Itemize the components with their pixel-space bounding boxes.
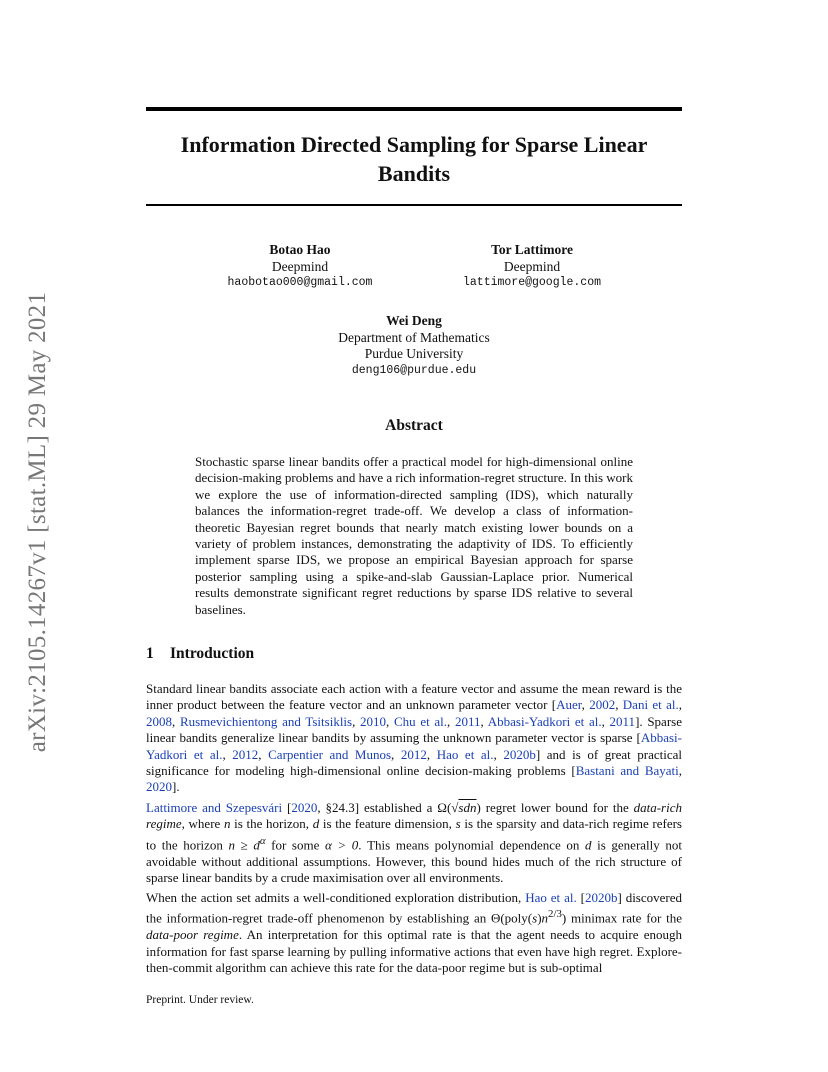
citation-link[interactable]: Hao et al. — [525, 890, 577, 905]
text-span: , §24.3] established a Ω( — [317, 800, 452, 815]
author-block-2 — [432, 242, 632, 292]
text-span: Standard linear bandits associate each action with a feature vector and assume the mean reward is the inner product between the feature vector and an unknown parameter vector [ — [146, 681, 682, 713]
citation-link[interactable]: 2020 — [291, 800, 318, 815]
author-department: Department of Mathematics — [338, 329, 490, 345]
text-span: is the sparsity and data-rich regime refers to the horizon — [146, 816, 682, 853]
text-span: , — [615, 697, 623, 713]
citation-link[interactable]: 2012 — [232, 746, 259, 762]
intro-paragraph-2: Lattimore and Szepesvári [2020, §24.3] established a Ω(√sdn) regret lower bound for the data-rich regime, where n is the horizon, d is the feature dimension, s is the sparsity and data-rich regime refers to the horizon $n \ge d^\alpha$ for some α > 0. This means polynomial dependence on d is generally not avoidable without additional assumptions. However, this bound hides much of the rich structure of sparse linear bandits by a crude maximisation over all environments. — [146, 800, 682, 885]
intro-paragraph-3 — [146, 890, 682, 976]
citation-link[interactable]: Rusmevichientong and Tsitsiklis — [179, 713, 353, 729]
citation-link[interactable]: Lattimore and Szepesvári — [146, 800, 283, 815]
text-span: [ — [576, 890, 585, 905]
text-span: , — [258, 746, 269, 762]
math-sup: 2/3 — [548, 908, 562, 921]
emphasis: data-poor regime — [146, 927, 239, 943]
citation-link[interactable]: 2020b — [584, 890, 618, 905]
citation-link[interactable]: Hao et al. — [436, 746, 494, 762]
text-span: ) — [537, 910, 542, 926]
arxiv-stamp: arXiv:2105.14267v1 [stat.ML] 29 May 2021 — [24, 291, 51, 753]
title-top-rule — [146, 107, 682, 111]
citation-link[interactable]: Abbasi-Yadkori et al. — [487, 713, 602, 729]
text-span: , — [391, 746, 401, 762]
author-email[interactable]: lattimore@google.com — [462, 276, 602, 289]
math-var: s — [532, 910, 538, 926]
text-span: , — [678, 697, 682, 713]
section-heading — [146, 645, 254, 663]
citation-link[interactable]: Carpentier and Munos — [268, 746, 392, 762]
citation-link[interactable]: 2020 — [146, 779, 172, 795]
author-email[interactable]: deng106@purdue.edu — [351, 363, 477, 377]
text-span: is the horizon, — [230, 816, 313, 832]
author-university: Purdue University — [364, 346, 464, 361]
author-affiliation: Deepmind — [271, 258, 329, 274]
text-span: ]. Sparse linear bandits generalize linear bandits by assuming the unknown parameter vector is sparse [ — [146, 713, 682, 746]
math-expr: n ≥ d — [228, 837, 260, 853]
text-span: , — [426, 746, 437, 762]
citation-link[interactable]: 2008 — [146, 713, 172, 729]
citation-link[interactable]: Chu et al. — [393, 713, 448, 729]
text-span: . An interpretation for this optimal rate is that the agent needs to acquire enough information for fast sparse learning by pulling informative actions that even have high regret. Explore-then-commit algorithm can achieve this rate for the data-poor regime but is sub-optimal — [146, 927, 682, 975]
title-line-2: Bandits — [377, 161, 451, 186]
text-span: is the feature dimension, — [319, 816, 456, 832]
text-span: , where — [181, 816, 224, 832]
text-span: ) regret lower bound for the — [476, 800, 634, 815]
citation-link[interactable]: Bastani and Bayati — [575, 763, 679, 779]
author-name: Tor Lattimore — [491, 242, 573, 257]
text-span: , — [493, 746, 504, 762]
title-line-1: Information Directed Sampling for Sparse Linear — [180, 132, 648, 157]
abstract-text: Stochastic sparse linear bandits offer a practical model for high-dimensional online decision-making problems and have a rich information-regret structure. In this work we explore the use of information-directed sampling (IDS), which naturally balances the information-regret trade-off. We develop a class of information-theoretic Bayesian regret bounds that nearly match existing lower bounds on a variety of problem instances, demonstrating the adaptivity of IDS. To efficiently implement sparse IDS, we propose an empirical Bayesian approach for sparse posterior sampling using a spike-and-slab Gaussian-Laplace prior. Numerical results demonstrate significant regret reductions by sparse IDS relative to several baselines. — [195, 454, 633, 617]
title-bottom-rule — [146, 204, 682, 206]
paper-title — [146, 130, 682, 188]
emphasis: data-rich regime — [146, 800, 682, 832]
author-block-1 — [200, 242, 400, 292]
math-var: s — [455, 816, 461, 832]
text-span: . This means polynomial dependence on — [358, 837, 586, 853]
abstract-heading: Abstract — [385, 417, 443, 434]
author-affiliation: Deepmind — [503, 258, 561, 274]
author-email[interactable]: haobotao000@gmail.com — [227, 276, 373, 289]
citation-link[interactable]: 2002 — [589, 697, 616, 713]
citation-link[interactable]: 2011 — [454, 713, 481, 729]
author-block-3 — [314, 313, 514, 379]
citation-link[interactable]: Auer — [556, 697, 582, 713]
citation-link[interactable]: Abbasi-Yadkori et al. — [146, 730, 682, 762]
citation-link[interactable]: 2012 — [400, 746, 427, 762]
text-span: , — [480, 713, 488, 729]
text-span: , — [601, 713, 610, 729]
text-span: , — [678, 763, 683, 779]
citation-link[interactable]: 2020b — [503, 746, 536, 762]
text-span: , — [172, 713, 180, 729]
math-sqrt: sdn — [458, 800, 477, 815]
text-span: is generally not avoidable without additional assumptions. However, this bound hides much of the rich structure of sparse linear bandits by a crude maximisation over all environments. — [146, 837, 682, 885]
author-name: Botao Hao — [269, 242, 331, 257]
text-span: , — [222, 746, 233, 762]
math-var: n — [223, 816, 231, 832]
math-expr: α > 0 — [324, 837, 359, 853]
math-var: n — [541, 910, 549, 926]
text-span: , — [352, 713, 361, 729]
text-span: for some — [265, 837, 325, 853]
section-number: 1 — [146, 645, 154, 662]
math-var: d — [585, 837, 592, 853]
intro-paragraph-1 — [146, 681, 682, 796]
text-span: ] and is of great practical significance for modeling high-dimensional online decision-making problems [ — [146, 746, 683, 779]
text-span: [ — [282, 800, 292, 815]
text-span: When the action set admits a well-conditioned exploration distribution, — [146, 890, 526, 905]
citation-link[interactable]: 2010 — [360, 713, 387, 729]
text-span: ]. — [172, 779, 180, 795]
footer-note: Preprint. Under review. — [146, 994, 254, 1006]
math-sup: α — [259, 834, 266, 847]
citation-link[interactable]: 2011 — [609, 713, 636, 729]
author-name: Wei Deng — [386, 313, 442, 328]
section-title: Introduction — [170, 645, 255, 662]
text-span: ] discovered the information-regret trade-off phenomenon by establishing an Θ(poly( — [146, 890, 682, 926]
text-span: , — [447, 713, 455, 729]
citation-link[interactable]: Dani et al. — [622, 697, 679, 713]
text-span: , — [581, 697, 590, 713]
math-var: d — [312, 816, 320, 832]
text-span: ) minimax rate for the — [561, 910, 682, 926]
text-span: , — [386, 713, 394, 729]
